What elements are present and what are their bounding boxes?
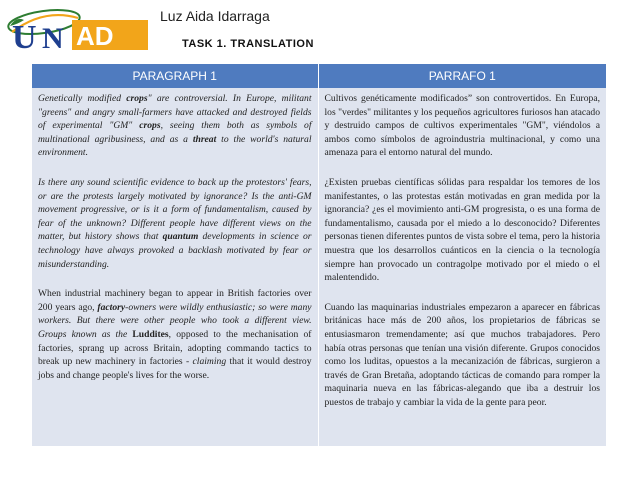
spanish-paragraph-2: ¿Existen pruebas científicas sólidas para respaldar los temores de los manifestantes, o las protestas están motivadas en gran medida por la ignorancia? ¿es el movimiento anti-GM progresista, o es una forma de fundamentalismo, causada por el miedo a lo desconocido? Diferentes personas tienen diferentes puntos de vista sobre el tema, pero la historia muestra que los desarrollos cuánticos en la ciencia o la tecnología siempre han provocado un contragolpe motivado por el miedo o el malentendido. [324, 176, 600, 284]
english-paragraph-3: When industrial machinery began to appear in British factories over 200 years ago, factory-owners were wildly enthusiastic; so were many workers. But there were other people who took a different view. Groups known as the Luddites, opposed to the mechanisation of factories, sprang up across Britain, adopting commando tactics to break up new machinery in factories - claiming that it would destroy jobs and change people's lives for the worse. [38, 288, 312, 381]
table-header-row [32, 64, 606, 88]
column-header-english: PARAGRAPH 1 [32, 64, 318, 88]
table-row [32, 88, 606, 446]
term-quantum: quantum [162, 231, 199, 243]
logo-text-u: U [12, 19, 37, 52]
term-factory: factory [97, 301, 126, 313]
term-crops: crops [126, 93, 148, 104]
logo-text-n: N [42, 22, 64, 52]
term-claiming: claiming [192, 356, 227, 368]
unad-logo [4, 4, 154, 52]
term-crops: crops [139, 120, 161, 132]
spanish-column [318, 88, 606, 446]
author-name: Luz Aida Idarraga [160, 8, 270, 24]
spanish-paragraph-3: Cuando las maquinarias industriales empezaron a aparecer en fábricas británicas hace más de 200 años, los propietarios de fábricas se entusiasmaron tremendamente; así que muchos trabajadores. Pero había otras personas que tenían una visión diferente. Grupos conocidos como los luditas, opuestos a la mecanización de fábricas, surgieron a través de Gran Bretaña, adoptando tácticas de comando para romper la maquinaria nueva en las fábricas-alegando que iba a destruir los puestos de trabajo y cambiar la vida de la gente para peor. [324, 301, 600, 408]
column-header-spanish: PARRAFO 1 [318, 64, 606, 88]
logo-text-ad: AD [76, 21, 114, 51]
term-threat: threat [192, 133, 217, 145]
english-paragraph-2: Is there any sound scientific evidence to back up the protestors' fears, or are the protests largely motivated by ignorance? Is the anti-GM movement progressive, or is it a form of fundamentalism, caused by fear of the unknown? Different people have different views on the matter, but history shows that quantum developments in science or technology have always provoked a backlash motivated by fear or misunderstanding. [38, 176, 312, 270]
task-title: TASK 1. TRANSLATION [182, 38, 314, 50]
term-luddites: Luddites [132, 328, 169, 340]
spanish-paragraph-1: Cultivos genéticamente modificados” son controvertidos. En Europa, los "verdes" militantes y los pequeños agricultores furiosos han atacado y destruido campos de cultivos experimentales "GM", viéndolos a ambos como símbolos de agroindustria multinacional, y como una amenaza para el entorno natural del mundo. [324, 93, 600, 159]
english-paragraph-1: Genetically modified crops" are controversial. In Europe, militant "greens" and angry small-farmers have attacked and destroyed fields of experimental "GM" crops, seeing them both as symbols of multinational agribusiness, and as a threat to the world's natural environment. [38, 93, 312, 159]
english-column [32, 88, 318, 446]
translation-table [32, 64, 606, 446]
